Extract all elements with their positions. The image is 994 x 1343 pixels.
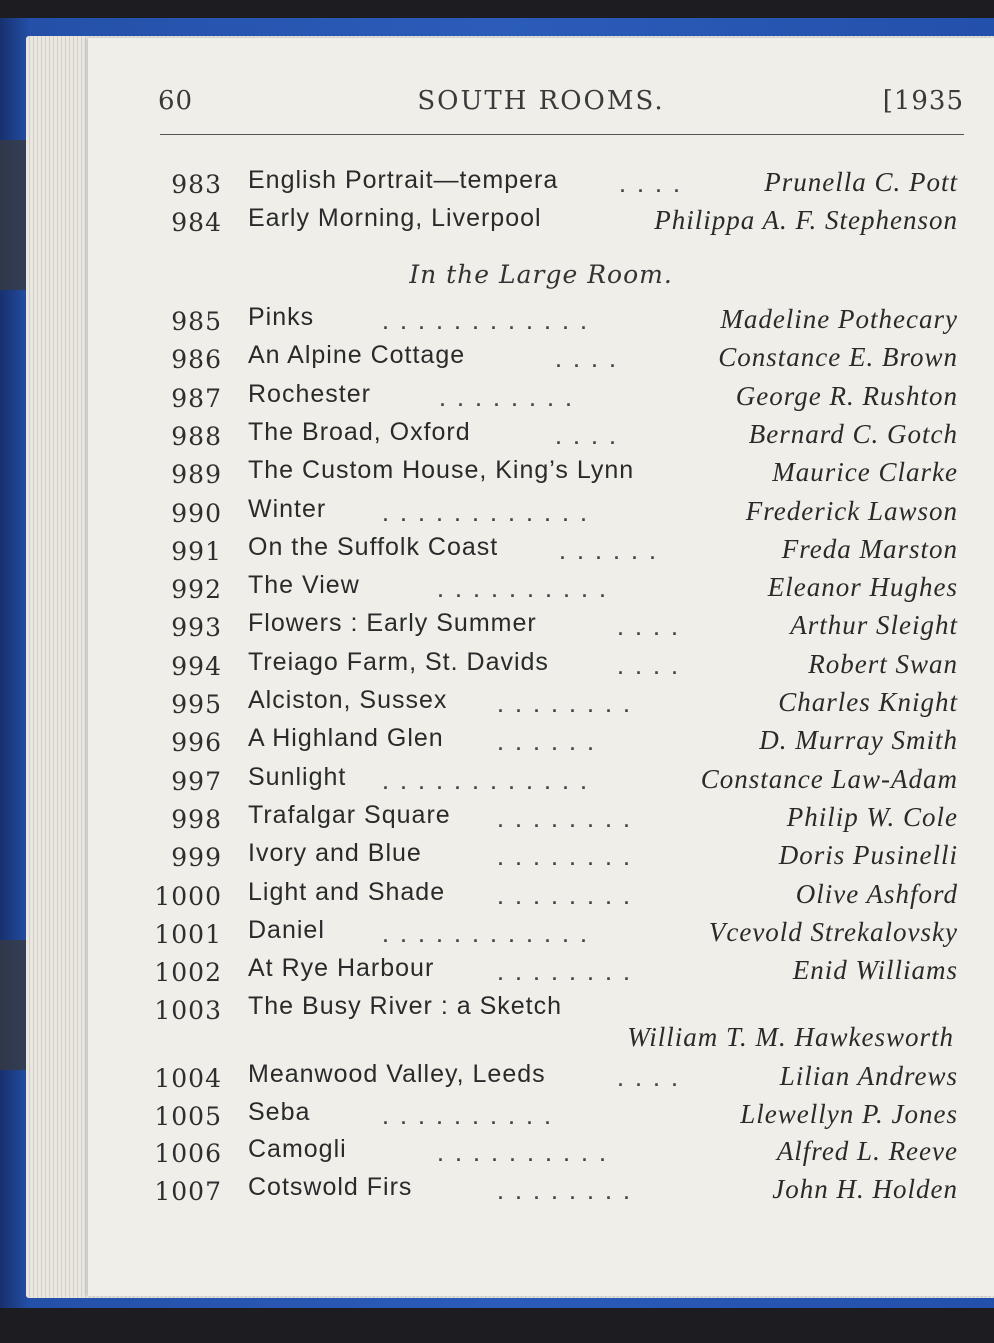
- entry-title: The Custom House, King’s Lynn: [248, 456, 635, 485]
- entry-title: Light and Shade: [248, 877, 446, 906]
- entry-title: English Portrait—tempera: [248, 166, 559, 194]
- leader-dots: . . . .: [556, 427, 620, 448]
- entry-artist: Frederick Lawson: [745, 495, 958, 526]
- entry-artist: Freda Marston: [781, 533, 958, 564]
- catalogue-entry: [88, 380, 994, 416]
- page-number: 60: [158, 86, 194, 116]
- leader-dots: . . . . . . . .: [498, 810, 634, 831]
- entry-title: Ivory and Blue: [248, 839, 422, 868]
- entry-artist: John H. Holden: [772, 1174, 958, 1205]
- entry-number: 1006: [154, 1139, 222, 1169]
- leader-dots: . . . .: [618, 619, 682, 640]
- entry-number: 993: [171, 613, 222, 643]
- entry-title: The Broad, Oxford: [248, 417, 471, 446]
- catalogue-entry: [88, 1173, 994, 1209]
- leader-dots: . . . . . . . .: [498, 887, 634, 908]
- entry-title: Early Morning, Liverpool: [248, 204, 542, 232]
- binding-wear: [0, 140, 28, 290]
- entry-artist: Enid Williams: [792, 955, 958, 986]
- catalogue-entry: [88, 839, 994, 875]
- catalogue-entry: [88, 801, 994, 837]
- catalogue-entry: [88, 1098, 994, 1134]
- entry-number: 1007: [154, 1177, 222, 1207]
- entry-number: 1001: [154, 919, 222, 949]
- entry-title: The Busy River : a Sketch: [248, 992, 563, 1021]
- catalogue-entry: [88, 166, 994, 202]
- entry-title: An Alpine Cottage: [248, 341, 466, 370]
- catalogue-entry: [88, 1060, 994, 1096]
- entry-artist: Maurice Clarke: [772, 457, 958, 488]
- leader-dots: . . . . . . . .: [498, 1183, 634, 1204]
- header-rule: [160, 134, 964, 135]
- leader-dots: . . . . . . . .: [498, 964, 634, 985]
- entry-title: The View: [248, 571, 360, 600]
- entry-number: 992: [171, 575, 222, 605]
- year-label: [1935: [882, 86, 964, 116]
- leader-dots: . . . .: [618, 657, 682, 678]
- entry-artist: Doris Pusinelli: [778, 840, 958, 871]
- room-subheading: In the Large Room.: [409, 260, 673, 289]
- entry-number: 983: [171, 170, 222, 199]
- entry-number: 985: [171, 307, 222, 336]
- entry-title: At Rye Harbour: [248, 954, 435, 983]
- entry-title: On the Suffolk Coast: [248, 532, 499, 561]
- catalogue-entry: [88, 303, 994, 339]
- entry-title: Trafalgar Square: [248, 800, 451, 829]
- entry-artist: George R. Rushton: [735, 380, 958, 411]
- entry-artist: Olive Ashford: [795, 878, 958, 909]
- entry-artist: Alfred L. Reeve: [776, 1136, 958, 1167]
- entry-artist: Eleanor Hughes: [767, 572, 958, 603]
- entry-title: Rochester: [248, 379, 371, 408]
- entry-number: 997: [171, 766, 222, 796]
- entry-artist: Philippa A. F. Stephenson: [654, 205, 958, 235]
- catalogue-entry: [88, 341, 994, 377]
- leader-dots: . . . . . .: [498, 734, 598, 755]
- catalogue-entry: [88, 916, 994, 952]
- leader-dots: . . . . . . . . . . . .: [383, 925, 591, 946]
- catalogue-entry: [88, 456, 994, 492]
- entry-number: 999: [171, 843, 222, 873]
- entry-title: Meanwood Valley, Leeds: [248, 1060, 546, 1088]
- leader-dots: . . . .: [618, 1070, 682, 1090]
- entry-artist: William T. M. Hawkesworth: [627, 1022, 954, 1052]
- entry-number: 998: [171, 804, 222, 834]
- catalogue-entry: [88, 686, 994, 722]
- entry-artist: Charles Knight: [778, 687, 958, 717]
- entry-artist: Prunella C. Pott: [764, 167, 958, 197]
- leader-dots: . . . . . .: [560, 542, 660, 563]
- catalogue-entry: [88, 571, 994, 607]
- entry-number: 991: [171, 536, 222, 566]
- entry-number: 987: [171, 383, 222, 413]
- entry-title: Treiago Farm, St. Davids: [248, 647, 549, 676]
- leader-dots: . . . . . . . . . . . .: [383, 772, 591, 793]
- leader-dots: . . . . . . . .: [498, 696, 634, 716]
- entry-number: 1000: [154, 881, 222, 911]
- catalogue-entry: [88, 418, 994, 454]
- catalogue-entry: [88, 878, 994, 914]
- entry-title: Daniel: [248, 915, 325, 944]
- leader-dots: . . . . . . . . . .: [438, 1145, 610, 1166]
- section-title: SOUTH ROOMS.: [417, 86, 665, 116]
- catalogue-entry: [88, 204, 994, 240]
- entry-number: 1002: [154, 958, 222, 988]
- entry-number: 994: [171, 651, 222, 681]
- catalogue-entry: [88, 763, 994, 799]
- leader-dots: . . . . . . . . . .: [438, 581, 610, 602]
- catalogue-entry: [88, 609, 994, 645]
- entry-number: 984: [171, 208, 222, 237]
- entry-title: Alciston, Sussex: [248, 686, 448, 714]
- entry-artist: Arthur Sleight: [790, 610, 958, 641]
- entry-artist: D. Murray Smith: [759, 725, 958, 756]
- entry-number: 1005: [154, 1101, 222, 1131]
- entry-number: 995: [171, 690, 222, 719]
- catalogue-entry: [88, 648, 994, 684]
- binding-wear: [0, 940, 28, 1070]
- entry-artist: Lilian Andrews: [779, 1061, 958, 1091]
- catalogue-entry: [88, 495, 994, 531]
- entry-artist: Robert Swan: [808, 648, 958, 679]
- catalogue-page: [88, 38, 994, 1296]
- entry-title: Winter: [248, 494, 327, 523]
- entry-number: 988: [171, 421, 222, 451]
- entry-artist: Vcevold Strekalovsky: [708, 916, 958, 947]
- entry-artist: Bernard C. Gotch: [748, 418, 958, 449]
- entry-artist: Llewellyn P. Jones: [740, 1098, 958, 1129]
- entry-title: Camogli: [248, 1135, 347, 1164]
- entry-number: 1003: [154, 996, 222, 1026]
- entry-number: 996: [171, 728, 222, 758]
- entry-number: 989: [171, 460, 222, 490]
- leader-dots: . . . . . . . . . .: [383, 1107, 555, 1128]
- entry-artist: Madeline Pothecary: [720, 304, 958, 334]
- entry-title: Cotswold Firs: [248, 1173, 413, 1202]
- leader-dots: . . . . . . . .: [498, 849, 634, 870]
- leader-dots: . . . .: [556, 351, 620, 372]
- leader-dots: . . . . . . . .: [440, 389, 576, 410]
- entry-title: Pinks: [248, 303, 315, 331]
- entry-number: 1004: [154, 1064, 222, 1093]
- entry-artist: Constance E. Brown: [718, 342, 958, 373]
- entry-title: Sunlight: [248, 762, 347, 791]
- entry-title: Flowers : Early Summer: [248, 609, 537, 638]
- entry-title: A Highland Glen: [248, 724, 444, 753]
- leader-dots: . . . .: [620, 176, 684, 196]
- entry-number: 986: [171, 345, 222, 375]
- leader-dots: . . . . . . . . . . . .: [383, 504, 591, 525]
- page-content: [88, 38, 994, 1296]
- entry-title: Seba: [248, 1097, 311, 1126]
- entry-artist: Constance Law-Adam: [700, 763, 958, 794]
- catalogue-entry: [88, 533, 994, 569]
- leader-dots: . . . . . . . . . . . .: [383, 313, 591, 333]
- catalogue-entry: [88, 954, 994, 990]
- entry-number: 990: [171, 498, 222, 528]
- entry-artist: Philip W. Cole: [786, 801, 958, 832]
- catalogue-entry: [88, 1135, 994, 1171]
- catalogue-entry: [88, 724, 994, 760]
